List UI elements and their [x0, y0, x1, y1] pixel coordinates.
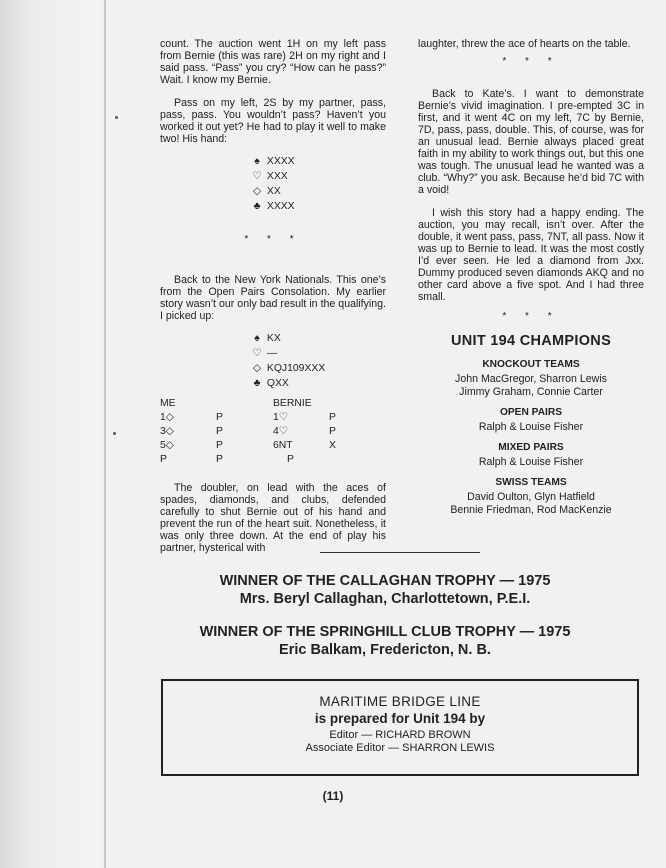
club-icon: ♣ — [253, 378, 261, 389]
left-paragraph-4: The doubler, on lead with the aces of spades, diamonds, and clubs, defended carefully to shut Bernie out of his hand and prevent the run of the heart suit. Nonetheless, it was only three down. At the end of play his partner, hysterical with — [160, 482, 386, 554]
left-paragraph-2: Pass on my left, 2S by my partner, pass, pass, pass. You wouldn’t pass? Haven’t you worked it out yet? He had to play it well to make two! His hand: — [160, 97, 386, 145]
category-name: OPEN PAIRS — [499, 407, 563, 418]
category-winners — [418, 456, 644, 469]
bidding-header: ME — [160, 398, 176, 409]
diamond-icon: ◇ — [253, 186, 261, 197]
bidding-header-row — [160, 398, 369, 412]
section-separator: * * * — [502, 56, 560, 67]
category-name: SWISS TEAMS — [495, 477, 567, 488]
diamond-icon: ◇ — [253, 363, 261, 374]
hand-row — [250, 331, 386, 346]
hand-row — [250, 199, 386, 214]
bidding-row — [160, 412, 369, 426]
hand-cards: KQJ109XXX — [266, 363, 326, 374]
bid-cell: P — [329, 426, 336, 437]
bid-cell: 3◇ — [160, 426, 174, 437]
category-winners — [418, 373, 644, 399]
right-paragraph-3: I wish this story had a happy ending. The auction, you may recall, isn’t over. After the double, it went pass, pass, 7NT, all pass. Now it was up to Bernie to lead. It was the most costly I’d ever seen. He led a diamond from Jxx. Dummy produced seven diamonds AKQ and no other card above a five spot. And I had three small. — [418, 207, 644, 303]
associate-editor-credit: Associate Editor — SHARRON LEWIS — [305, 742, 495, 754]
club-icon: ♣ — [253, 201, 261, 212]
hand-row — [250, 184, 386, 199]
trophy-winner: Eric Balkam, Fredericton, N. B. — [279, 642, 491, 658]
trophy-title: WINNER OF THE SPRINGHILL CLUB TROPHY — 1975 — [199, 624, 571, 640]
hand-row — [250, 346, 386, 361]
bidding-row — [160, 426, 369, 440]
bid-cell: X — [329, 440, 336, 451]
credits-box — [161, 679, 639, 776]
spade-icon: ♠ — [254, 156, 260, 167]
bidding-header — [216, 398, 273, 412]
category-winners — [418, 421, 644, 434]
bid-cell: P — [216, 440, 223, 451]
category-winners — [418, 491, 644, 517]
divider-rule — [320, 552, 480, 553]
bidding-row — [160, 440, 369, 454]
hand-cards: KX — [266, 333, 281, 344]
page-fold — [104, 0, 106, 868]
section-separator: * * * — [244, 234, 302, 245]
winner-line: Bennie Friedman, Rod MacKenzie — [450, 504, 612, 516]
hand-cards: — — [266, 348, 278, 359]
bid-cell: P — [329, 412, 336, 423]
trophy-title: WINNER OF THE CALLAGHAN TROPHY — 1975 — [219, 573, 551, 589]
category-name: MIXED PAIRS — [498, 442, 564, 453]
champion-category — [418, 359, 644, 399]
callaghan-trophy — [150, 572, 620, 608]
winner-line: John MacGregor, Sharron Lewis — [455, 373, 607, 385]
editor-credit: Editor — RICHARD BROWN — [329, 729, 471, 741]
winner-line: David Oulton, Glyn Hatfield — [467, 491, 595, 503]
hand-cards: XXX — [266, 171, 288, 182]
winner-line: Ralph & Louise Fisher — [478, 421, 584, 433]
bid-cell: P — [216, 412, 223, 423]
credits-subtitle: is prepared for Unit 194 by — [314, 711, 486, 726]
hand-row — [250, 169, 386, 184]
left-column — [160, 38, 386, 565]
category-name: KNOCKOUT TEAMS — [482, 359, 580, 370]
right-column — [418, 38, 644, 525]
publication-title: MARITIME BRIDGE LINE — [319, 694, 481, 709]
hand-row — [250, 376, 386, 391]
hand-cards: XX — [266, 186, 281, 197]
trophy-winner: Mrs. Beryl Callaghan, Charlottetown, P.E.I. — [239, 591, 531, 607]
champion-category — [418, 442, 644, 469]
champions-title: UNIT 194 CHAMPIONS — [450, 333, 612, 349]
bid-cell: P — [216, 426, 223, 437]
bid-cell: 1♡ — [273, 412, 289, 423]
heart-icon: ♡ — [252, 171, 262, 182]
page-number: (11) — [322, 789, 344, 803]
bid-cell: P — [287, 454, 294, 465]
bidding-row — [160, 454, 369, 468]
section-separator: * * * — [502, 311, 560, 322]
bid-cell: 1◇ — [160, 412, 174, 423]
heart-icon: ♡ — [252, 348, 262, 359]
spade-icon: ♠ — [254, 333, 260, 344]
left-paragraph-3: Back to the New York Nationals. This one’s from the Open Pairs Consolation. My earlier story wasn’t our only bad result in the qualifying. I picked up: — [160, 274, 386, 322]
binding-gutter — [0, 0, 100, 868]
bid-cell: P — [216, 454, 223, 465]
hand-cards: QXX — [266, 378, 289, 389]
winner-line: Ralph & Louise Fisher — [478, 456, 584, 468]
hand-diagram-1 — [250, 154, 386, 214]
bid-cell — [329, 454, 369, 468]
winner-line: Jimmy Graham, Connie Carter — [459, 386, 603, 398]
hand-diagram-2 — [250, 331, 386, 391]
champions-list — [418, 359, 644, 517]
hand-cards: XXXX — [266, 201, 295, 212]
champion-category — [418, 477, 644, 517]
hand-row — [250, 361, 386, 376]
bidding-header: BERNIE — [273, 398, 312, 409]
bidding-header — [329, 398, 369, 412]
champion-category — [418, 407, 644, 434]
hand-cards: XXXX — [266, 156, 295, 167]
bidding-table — [160, 398, 369, 468]
bid-cell: 4♡ — [273, 426, 289, 437]
springhill-trophy — [150, 623, 620, 659]
left-paragraph-1: count. The auction went 1H on my left pass from Bernie (this was rare) 2H on my right and I said pass. “Pass” you cry? “How can he pass?” Wait. I know my Bernie. — [160, 38, 386, 86]
right-paragraph-2: Back to Kate’s. I want to demonstrate Bernie’s vivid imagination. I pre-empted 3C in first, and it went 4C on my left, 7C by Bernie, 7D, pass, pass, double. This, of course, was for an unusual lead. Bernie always placed great faith in my ability to work things out, but this one was tough. The unusual lead he wanted was a club. “Why?” you ask. Because he’d bid 7C with a void! — [418, 88, 644, 196]
scan-mark — [113, 432, 116, 435]
bid-cell: 6NT — [273, 440, 293, 451]
bid-cell: P — [160, 454, 167, 465]
hand-row — [250, 154, 386, 169]
scan-mark — [115, 116, 118, 119]
bid-cell: 5◇ — [160, 440, 174, 451]
right-paragraph-1: laughter, threw the ace of hearts on the table. — [418, 38, 631, 50]
